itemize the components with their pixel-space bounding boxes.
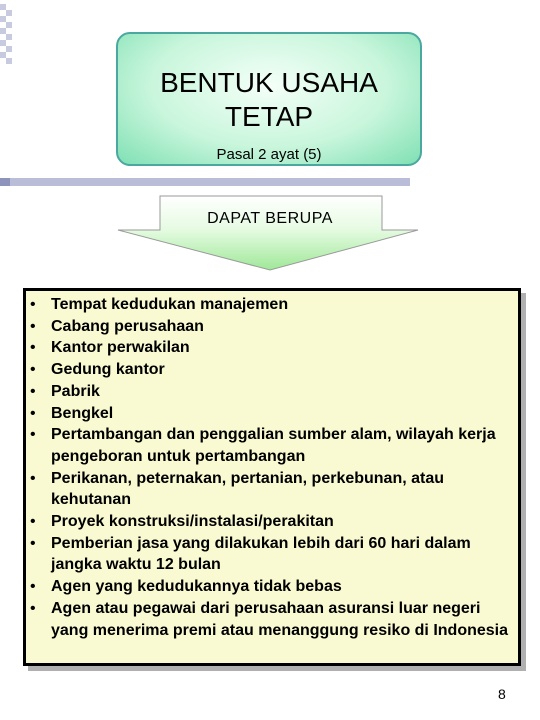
items-list-box [23,288,521,666]
items-list [26,291,518,641]
list-item [30,468,512,511]
bullet-icon: • [30,534,36,552]
list-item [30,381,512,403]
list-item [30,511,512,533]
bullet-icon: • [30,317,36,335]
list-item [30,576,512,598]
list-item-text: Pemberian jasa yang dilakukan lebih dari 60 hari dalam jangka waktu 12 bulan [51,534,471,574]
slide-subtitle: Pasal 2 ayat (5) [216,146,322,163]
list-item-text: Pabrik [51,382,100,400]
list-item [30,403,512,425]
bullet-icon: • [30,404,36,422]
slide-title: BENTUK USAHA TETAP [160,67,378,132]
list-item-text: Agen yang kedudukannya tidak bebas [51,578,342,596]
bullet-icon: • [30,513,36,531]
bullet-icon: • [30,426,36,444]
bullet-icon: • [30,578,36,596]
down-arrow-icon [0,0,540,280]
arrow-label: DAPAT BERUPA [207,210,333,227]
list-item [30,598,512,641]
bullet-icon: • [30,339,36,357]
bullet-icon: • [30,599,36,617]
bullet-icon: • [30,361,36,379]
list-item-text: Bengkel [51,404,114,422]
list-item [30,294,512,316]
list-item-text: Cabang perusahaan [51,317,204,335]
list-item [30,424,512,467]
list-item [30,337,512,359]
list-item-text: Proyek konstruksi/instalasi/perakitan [51,513,334,531]
bullet-icon: • [30,469,36,487]
page-number: 8 [498,686,506,702]
list-item-text: Kantor perwakilan [51,339,190,357]
list-item [30,533,512,576]
list-item-text: Gedung kantor [51,361,165,379]
bullet-icon: • [30,296,36,313]
bullet-icon: • [30,382,36,400]
list-item-text: Agen atau pegawai dari perusahaan asuransi luar negeri yang menerima premi atau menanggung resiko di Indonesia [51,599,508,639]
list-item [30,359,512,381]
list-item [30,316,512,338]
list-item-text: Pertambangan dan penggalian sumber alam, wilayah kerja pengeboran untuk pertambangan [51,426,496,465]
list-item-text: Perikanan, peternakan, pertanian, perkebunan, atau kehutanan [51,469,445,509]
list-item-text: Tempat kedudukan manajemen [51,296,289,313]
